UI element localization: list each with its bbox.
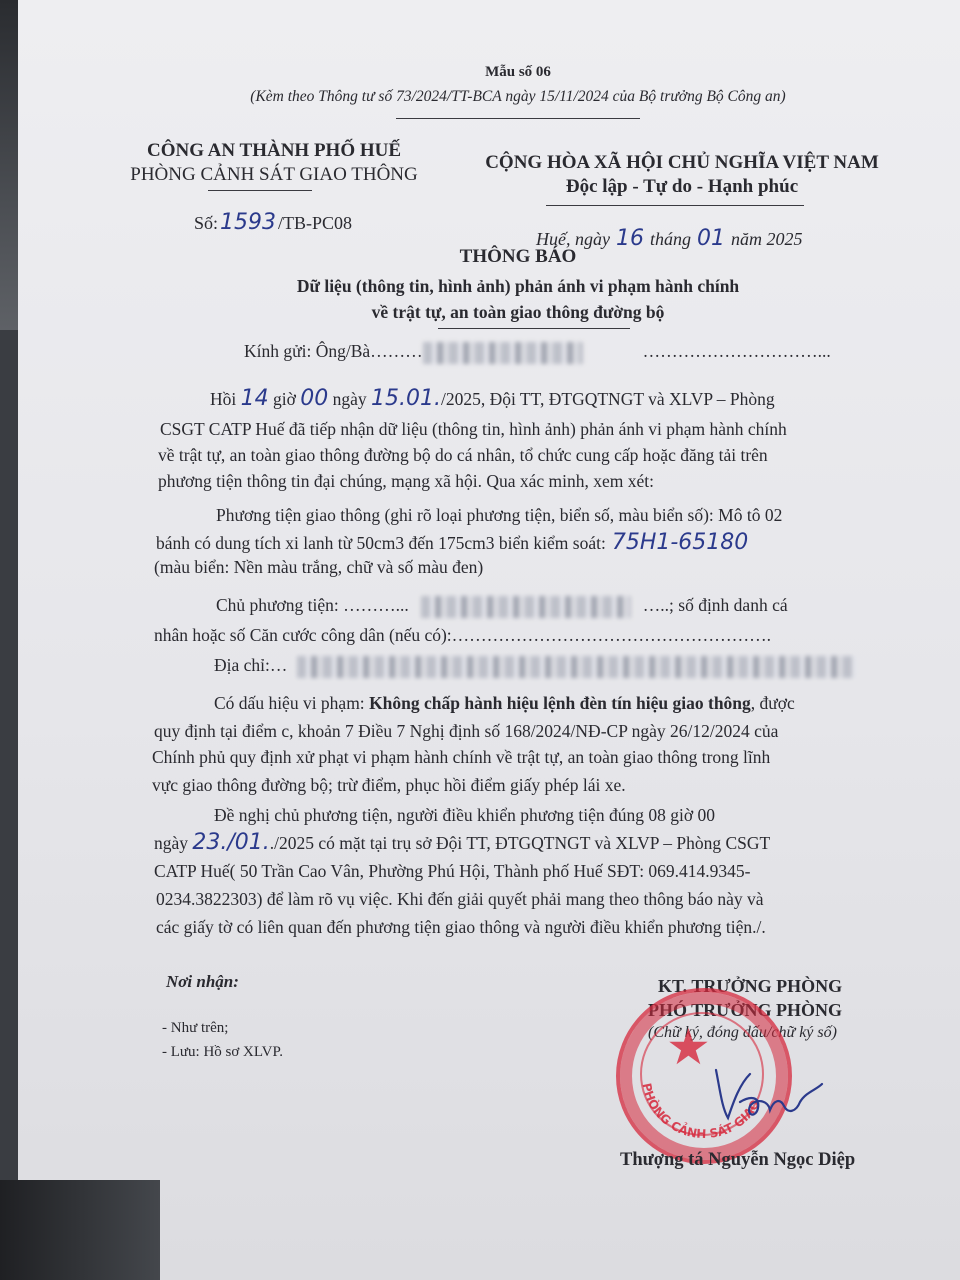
intro-line1-rest: /2025, Đội TT, ĐTGQTNGT và XLVP – Phòng [441, 389, 775, 409]
document-number [194, 210, 352, 235]
request-line3: CATP Huế( 50 Trần Cao Vân, Phường Phú Hội, Thành phố Huế SĐT: 069.414.9345- [154, 861, 751, 881]
recipients-item-2: - Lưu: Hồ sơ XLVP. [162, 1044, 283, 1060]
vehicle-line2-text: bánh có dung tích xi lanh từ 50cm3 đến 175cm3 biển kiểm soát: [156, 533, 606, 553]
intro-date-handwritten: 15.01. [371, 386, 442, 411]
motto-underline [546, 205, 804, 206]
request-date-handwritten: 23./01. [192, 830, 270, 855]
recipient-dots: ……… [370, 341, 423, 361]
intro-line2: CSGT CATP Huế đã tiếp nhận dữ liệu (thông tin, hình ảnh) phản ánh vi phạm hành chính [160, 419, 787, 439]
owner-line1 [216, 590, 788, 620]
agency-parent: CÔNG AN THÀNH PHỐ HUẾ [146, 140, 402, 161]
violation-label: Có dấu hiệu vi phạm: [214, 693, 365, 713]
form-number: Mẫu số 06 [485, 64, 551, 80]
date-day: 16 [615, 226, 644, 251]
recipients-item-1: - Như trên; [162, 1020, 229, 1036]
intro-hour: 14 [240, 386, 269, 411]
intro-ngay: ngày [332, 389, 367, 409]
nation-block [452, 152, 912, 198]
notice-subtitle-line1: Dữ liệu (thông tin, hình ảnh) phản ánh vi phạm hành chính [296, 276, 740, 296]
request-line2 [154, 828, 770, 858]
doc-number-prefix: Số: [194, 213, 219, 233]
notice-subtitle-line2: về trật tự, an toàn giao thông đường bộ [371, 302, 665, 322]
intro-line3: về trật tự, an toàn giao thông đường bộ do cá nhân, tổ chức cung cấp hoặc đăng tải trên [158, 445, 768, 465]
form-attachment-note: (Kèm theo Thông tư số 73/2024/TT-BCA ngày 15/11/2024 của Bộ trưởng Bộ Công an) [250, 88, 786, 105]
handwritten-signature [710, 1060, 830, 1130]
violation-line1 [214, 688, 795, 718]
notice-heading: THÔNG BÁO [459, 246, 577, 267]
intro-line4: phương tiện thông tin đại chúng, mạng xã hội. Qua xác minh, xem xét: [158, 471, 655, 491]
signature-deputy: PHÓ TRƯỞNG PHÒNG [648, 1000, 843, 1020]
doc-number-suffix: /TB-PC08 [278, 213, 353, 233]
signer-name: Thượng tá Nguyễn Ngọc Diệp [620, 1150, 856, 1170]
agency-unit: PHÒNG CẢNH SÁT GIAO THÔNG [130, 164, 418, 185]
request-ngay: ngày [154, 833, 189, 853]
vehicle-line1: Phương tiện giao thông (ghi rõ loại phương tiện, biển số, màu biển số): Mô tô 02 [216, 505, 783, 525]
owner-line2: nhân hoặc số Căn cước công dân (nếu có):………………………………………………. [154, 625, 772, 645]
owner-id-label: …..; số định danh cá [642, 595, 788, 615]
seal-star-icon: ★ [666, 1018, 711, 1076]
agency-block [114, 140, 434, 186]
attachment-underline [396, 118, 640, 119]
seal-text-path: PHÒNG CẢNH SÁT GIAO [639, 1081, 763, 1142]
recipient-line [244, 336, 831, 366]
violation-offense: Không chấp hành hiệu lệnh đèn tín hiệu giao thông [369, 693, 751, 713]
signature-note: (Chữ ký, đóng dấu/chữ ký số) [648, 1024, 837, 1041]
request-line4: 0234.3822303) để làm rõ vụ việc. Khi đến giải quyết phải mang theo thông báo này và [156, 889, 764, 909]
redacted-name [423, 342, 583, 364]
recipient-dots-right: …………………………... [642, 341, 831, 361]
intro-line1 [210, 384, 775, 414]
license-plate-handwritten: 75H1-65180 [611, 530, 749, 555]
request-line5: các giấy tờ có liên quan đến phương tiện giao thông và người điều khiển phương tiện./. [156, 917, 766, 937]
owner-label: Chủ phương tiện: ………... [216, 595, 409, 615]
recipients-heading: Nơi nhận: [166, 972, 239, 991]
date-month-label: tháng [649, 229, 691, 249]
violation-line3: Chính phủ quy định xử phạt vi phạm hành chính về trật tự, an toàn giao thông trong lĩnh [152, 747, 771, 767]
nation-name: CỘNG HÒA XÃ HỘI CHỦ NGHĨA VIỆT NAM [485, 152, 879, 173]
address-line [214, 650, 857, 680]
request-line1: Đề nghị chủ phương tiện, người điều khiển phương tiện đúng 08 giờ 00 [214, 805, 715, 825]
intro-gio: giờ [273, 389, 296, 409]
nation-motto: Độc lập - Tự do - Hạnh phúc [565, 176, 799, 197]
violation-line2: quy định tại điểm c, khoản 7 Điều 7 Nghị định số 168/2024/NĐ-CP ngày 26/12/2024 của [154, 721, 779, 741]
violation-line4: vực giao thông đường bộ; trừ điểm, phục hồi điểm giấy phép lái xe. [152, 775, 626, 795]
intro-minute: 00 [300, 386, 329, 411]
redacted-address [297, 656, 857, 678]
agency-underline [208, 190, 312, 191]
redacted-owner [421, 596, 631, 618]
document-page [18, 0, 960, 1280]
address-label: Địa chỉ:… [214, 655, 288, 675]
title-underline [438, 328, 630, 329]
intro-hoi: Hồi [210, 389, 237, 409]
vehicle-line3: (màu biển: Nền màu trắng, chữ và số màu đen) [154, 557, 484, 577]
recipient-label: Kính gửi: Ông/Bà [244, 341, 371, 361]
date-prefix: Huế, ngày [536, 229, 610, 249]
violation-line1-end: , được [750, 693, 795, 713]
date-month: 01 [697, 226, 725, 251]
request-line2-rest: ./2025 có mặt tại trụ sở Đội TT, ĐTGQTNGT và XLVP – Phòng CSGT [269, 833, 771, 853]
signature-kt: KT. TRƯỞNG PHÒNG [658, 976, 843, 996]
desk-corner [0, 1180, 160, 1280]
doc-number-handwritten: 1593 [220, 210, 277, 235]
date-year: năm 2025 [731, 229, 803, 249]
